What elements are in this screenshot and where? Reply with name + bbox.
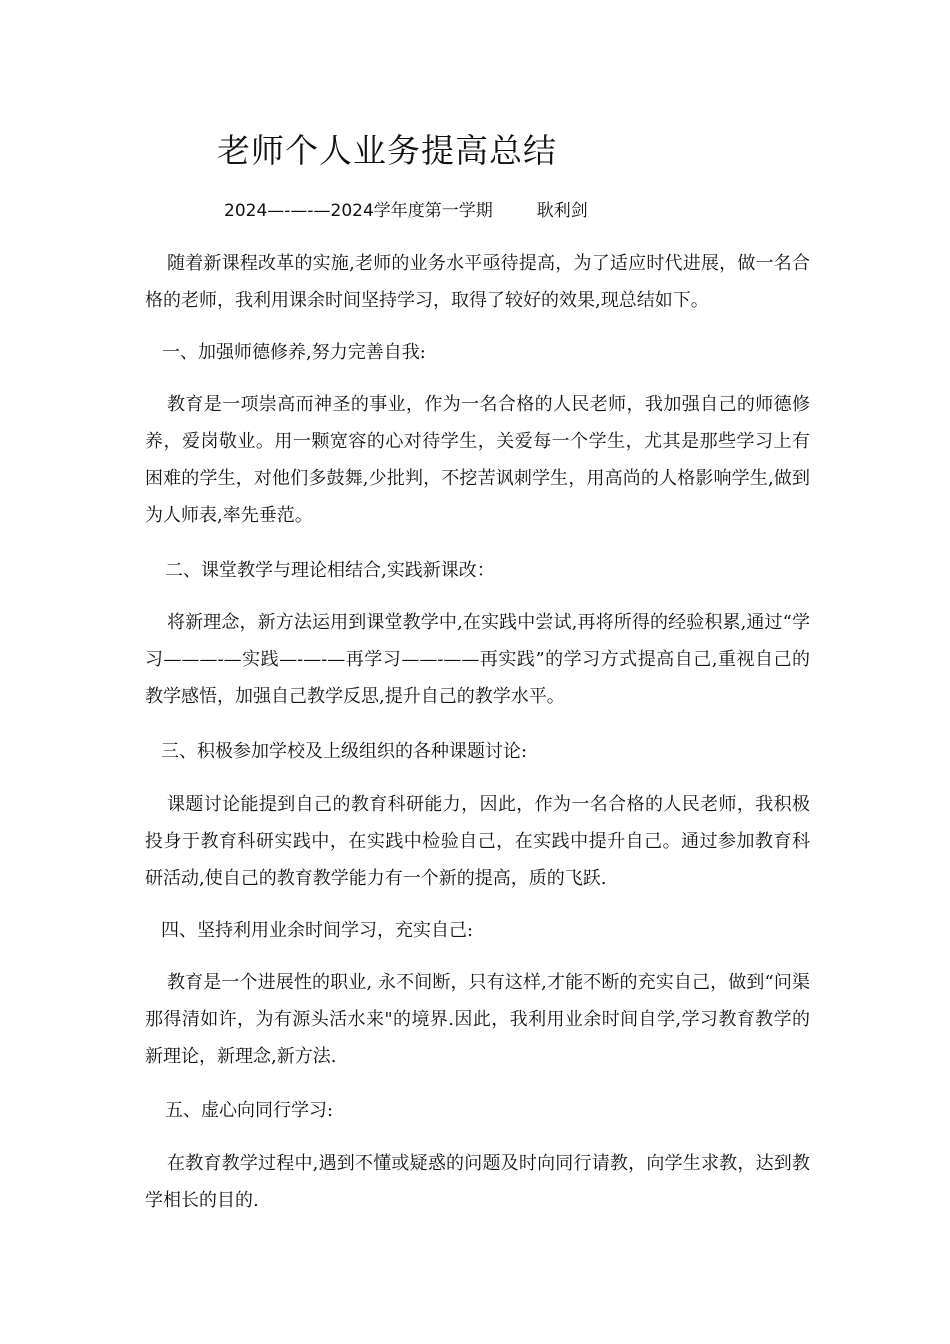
page-title: 老师个人业务提高总结 bbox=[217, 131, 557, 170]
subtitle-line bbox=[224, 199, 588, 223]
section-heading-5: 五、虚心向同行学习: bbox=[165, 1100, 334, 1121]
section-body-4: 教育是一个进展性的职业, 永不间断，只有这样,才能不断的充实自己，做到“问渠那得清如许，为有源头活水来"的境界.因此，我利用业余时间自学,学习教育教学的新理论，新理念,新方法. bbox=[145, 972, 810, 1067]
intro-paragraph: 随着新课程改革的实施,老师的业务水平亟待提高，为了适应时代进展，做一名合格的老师，我利用课余时间坚持学习，取得了较好的效果,现总结如下。 bbox=[145, 253, 810, 311]
section-heading-3: 三、积极参加学校及上级组织的各种课题讨论: bbox=[161, 741, 528, 762]
author-name: 耿利剑 bbox=[536, 201, 588, 221]
section-body-3: 课题讨论能提到自己的教育科研能力，因此，作为一名合格的人民老师，我积极投身于教育科研实践中，在实践中检验自己，在实践中提升自己。通过参加教育科研活动,使自己的教育教学能力有一个新的提高，质的飞跃. bbox=[145, 794, 810, 889]
section-heading-4: 四、坚持利用业余时间学习，充实自己: bbox=[161, 920, 474, 941]
section-heading-2: 二、课堂教学与理论相结合,实践新课改： bbox=[165, 560, 495, 581]
academic-period: 2024—-—-—2024学年度第一学期 bbox=[224, 201, 493, 221]
section-body-5: 在教育教学过程中,遇到不懂或疑惑的问题及时向同行请教，向学生求教，达到教学相长的目的. bbox=[145, 1153, 810, 1211]
section-heading-1: 一、加强师德修养,努力完善自我: bbox=[162, 342, 426, 363]
section-body-2: 将新理念，新方法运用到课堂教学中,在实践中尝试,再将所得的经验积累,通过“学习———-—实践—-—-—再学习——-——再实践”的学习方式提高自己,重视自己的教学感悟，加强自己教学反思,提升自己的教学水平。 bbox=[145, 612, 810, 707]
section-body-1: 教育是一项崇高而神圣的事业，作为一名合格的人民老师，我加强自己的师德修养，爱岗敬业。用一颗宽容的心对待学生，关爱每一个学生，尤其是那些学习上有困难的学生，对他们多鼓舞,少批判，不挖苦讽刺学生，用高尚的人格影响学生,做到为人师表,率先垂范。 bbox=[145, 394, 810, 526]
